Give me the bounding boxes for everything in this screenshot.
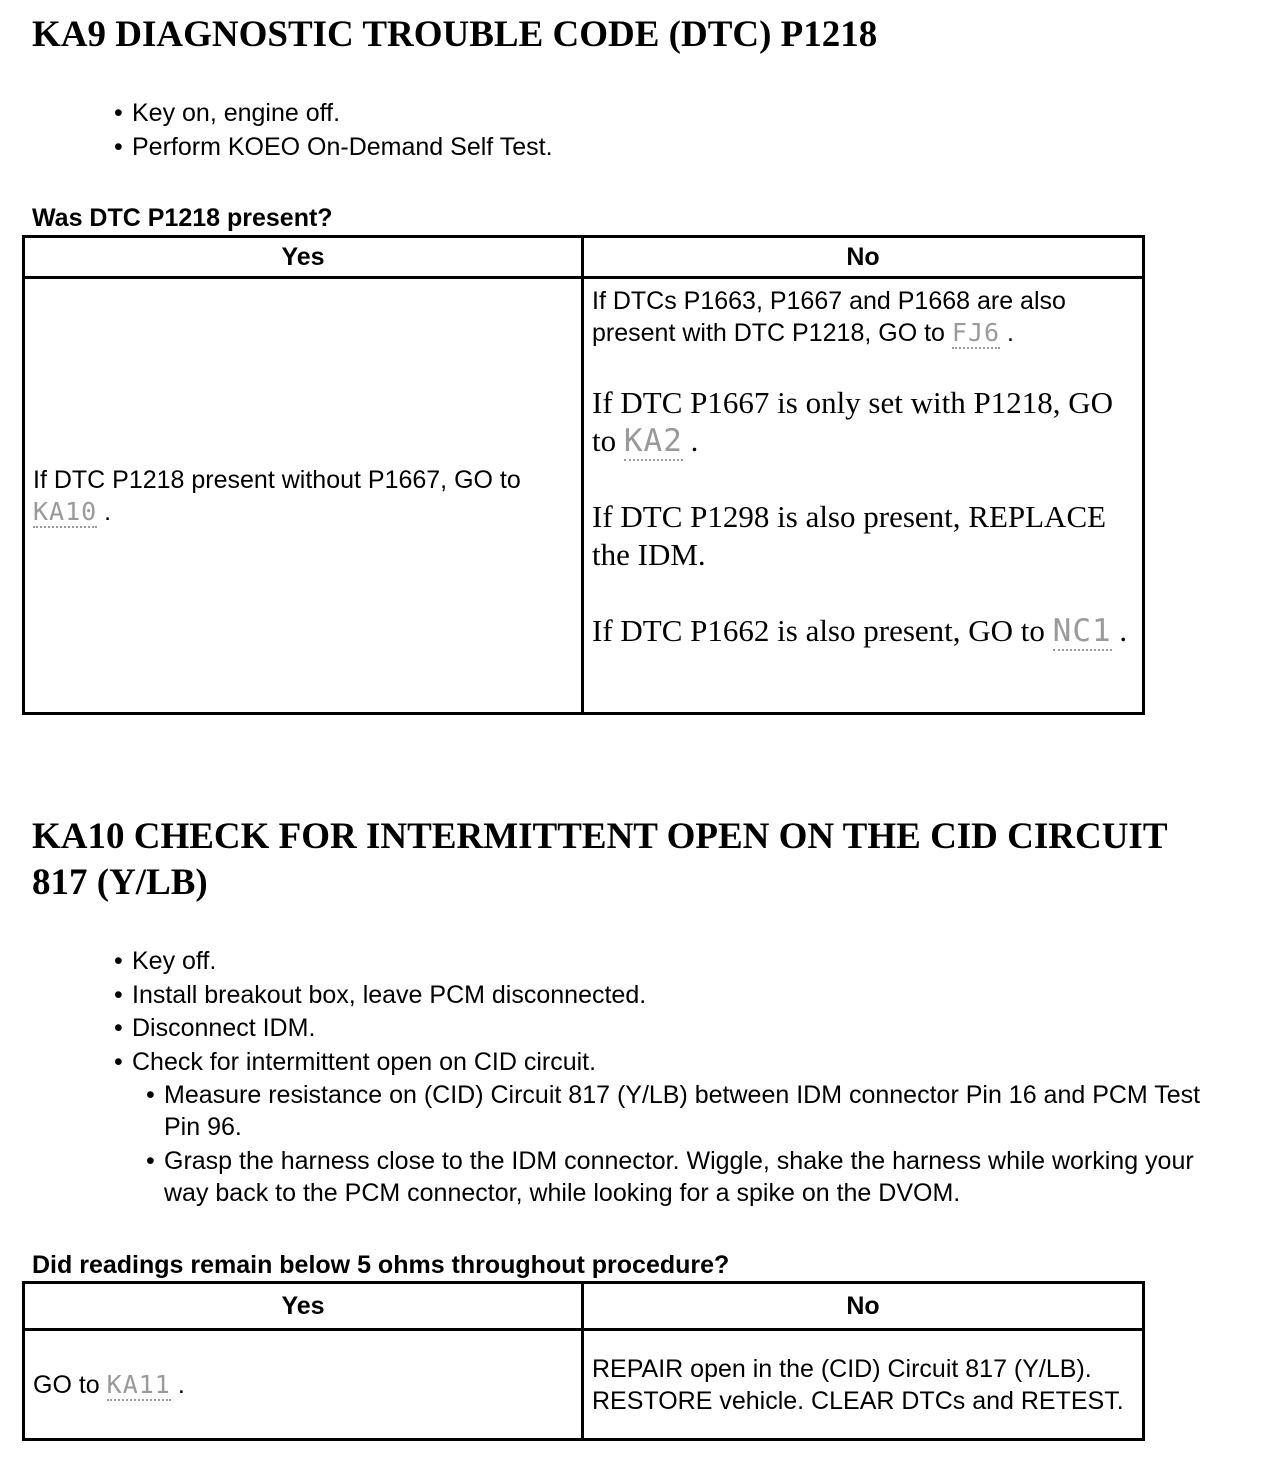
ka10-yes-cell xyxy=(24,1330,583,1440)
ka9-yes-text: If DTC P1218 present without P1667, GO to xyxy=(33,465,521,494)
ka10-title-line: KA10 CHECK FOR INTERMITTENT OPEN ON THE CID CIRCUIT xyxy=(32,816,1168,857)
ka9-no-item xyxy=(592,612,1134,650)
ka10-step: • Disconnect IDM. xyxy=(114,1012,1234,1046)
ka10-yes-text: GO to xyxy=(33,1370,100,1399)
punctuation: . xyxy=(1007,319,1014,347)
ka9-no-item xyxy=(592,285,1134,349)
ka9-no-text: If DTC P1667 is only set with P1218, GO to xyxy=(592,385,1113,458)
ka10-answer-table xyxy=(22,1281,1145,1441)
ka9-no-item xyxy=(592,384,1134,460)
no-header: No xyxy=(583,1283,1144,1330)
ka10-step: • Key off. xyxy=(114,945,1234,979)
ka11-link[interactable]: KA11 xyxy=(106,1369,171,1399)
ka9-no-text: If DTC P1662 is also present, GO to xyxy=(592,613,1045,648)
ka9-step: • Perform KOEO On-Demand Self Test. xyxy=(114,131,1234,165)
ka10-question: Did readings remain below 5 ohms throughout procedure? xyxy=(32,1251,730,1279)
ka9-yes-cell xyxy=(24,278,583,714)
ka9-title: KA9 DIAGNOSTIC TROUBLE CODE (DTC) P1218 xyxy=(32,14,878,55)
yes-header: Yes xyxy=(24,237,583,278)
ka9-no-cell xyxy=(583,278,1144,714)
ka9-question: Was DTC P1218 present? xyxy=(32,204,333,232)
ka10-step: • Install breakout box, leave PCM disconnected. xyxy=(114,979,1234,1013)
ka10-steps xyxy=(114,945,1234,1209)
ka9-no-item: If DTC P1298 is also present, REPLACE the IDM. xyxy=(592,499,1107,572)
ka2-link[interactable]: KA2 xyxy=(623,423,683,459)
ka10-step: • Check for intermittent open on CID circuit. xyxy=(114,1046,1234,1080)
punctuation: . xyxy=(1119,613,1128,648)
fj6-link[interactable]: FJ6 xyxy=(951,318,1001,347)
punctuation: . xyxy=(690,423,699,458)
ka9-steps xyxy=(114,97,1234,164)
ka10-no-cell: REPAIR open in the (CID) Circuit 817 (Y/LB). RESTORE vehicle. CLEAR DTCs and RETEST. xyxy=(583,1330,1144,1440)
ka10-title xyxy=(32,814,1168,906)
ka10-step: • Grasp the harness close to the IDM connector. Wiggle, shake the harness while working your way back to the PCM connector, while looking for a spike on the DVOM. xyxy=(114,1145,1234,1209)
ka9-step: • Key on, engine off. xyxy=(114,97,1234,131)
no-header: No xyxy=(583,237,1144,278)
ka10-link[interactable]: KA10 xyxy=(33,496,98,526)
ka10-title-line: 817 (Y/LB) xyxy=(32,862,208,903)
punctuation: . xyxy=(104,497,112,526)
ka9-answer-table xyxy=(22,235,1145,715)
punctuation: . xyxy=(177,1370,185,1399)
ka9-no-text: If DTCs P1663, P1667 and P1668 are also present with DTC P1218, GO to xyxy=(592,287,1066,347)
nc1-link[interactable]: NC1 xyxy=(1052,613,1112,649)
yes-header: Yes xyxy=(24,1283,583,1330)
ka10-step: • Measure resistance on (CID) Circuit 817 (Y/LB) between IDM connector Pin 16 and PCM Test Pin 96. xyxy=(114,1079,1234,1143)
